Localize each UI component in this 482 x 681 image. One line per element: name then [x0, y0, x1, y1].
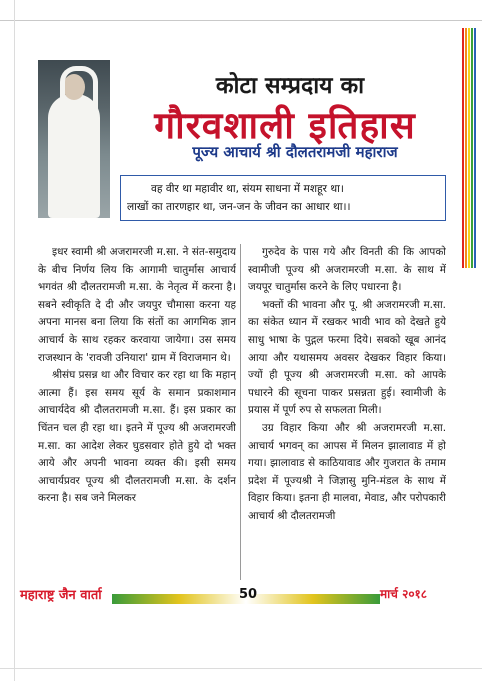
- frame-left-line: [14, 0, 15, 681]
- stripe-blue: [474, 28, 476, 268]
- stripe-red: [462, 28, 464, 268]
- frame-top-line: [0, 20, 482, 21]
- article-subtitle: पूज्य आचार्य श्री दौलतरामजी महाराज: [192, 143, 398, 161]
- quote-box: [120, 175, 446, 221]
- body-column-left: [38, 244, 236, 584]
- quote-line-2: लाखों का तारणहार था, जन-जन के जीवन का आधार था।।: [127, 201, 351, 213]
- stripe-yellow: [468, 28, 470, 268]
- paragraph: भक्तों की भावना और पू. श्री अजरामरजी म.सा. का संकेत ध्यान में रखकर भावी भाव को देखते हुये साधु भाषा के पुद्गल फरमा दिये। सबको खूब आनंद आया और यथासमय अवसर देखकर विहार किया। ज्यों ही पूज्य श्री अजरामरजी म.सा. को आपके पधारने की सूचना पाकर प्रसन्नता हुई। स्वामीजी के प्रयास में पूर्ण रुप से सफलता मिली।: [248, 298, 446, 417]
- photo-shawl: [60, 66, 98, 111]
- page-number: 50: [238, 587, 258, 602]
- paragraph: श्रीसंघ प्रसन्न था और विचार कर रहा था कि महान् आत्मा हैं। इस समय सूर्य के समान प्रकाशमान आचार्यदेव श्री दौलतरामजी म.सा. हैं। इस प्रकार का चिंतन चल ही रहा था। इतने में पूज्य श्री अजरामरजी म.सा. का आदेश लेकर घुडसवार होते हुये दो भक्त आये और अपनी भावना व्यक्त की। इसी समय आचार्यप्रवर पूज्य श्री दौलतरामजी म.सा. के दर्शन करना है। सब जने मिलकर: [38, 369, 236, 505]
- frame-bottom-line: [0, 668, 482, 669]
- issue-date: मार्च २०१८: [380, 587, 428, 601]
- stripe-green: [471, 28, 473, 268]
- paragraph: गुरुदेव के पास गये और विनती की कि आपको स्वामीजी पूज्य श्री अजरामरजी म.सा. के साथ में जयपूर चातुर्मास करने के लिए पधारना है।: [248, 246, 446, 294]
- photo-robe: [48, 94, 100, 218]
- stripe-orange: [465, 28, 467, 268]
- decorative-color-stripes: [462, 28, 476, 268]
- quote-line-1: वह वीर था महावीर था, संयम साधना में मशहूर था।: [151, 183, 344, 195]
- column-divider: [240, 244, 241, 580]
- article-kicker: कोटा सम्प्रदाय का: [215, 72, 365, 99]
- acharya-photo: [38, 60, 110, 218]
- body-column-right: [248, 244, 446, 584]
- paragraph: उग्र विहार किया और श्री अजरामरजी म.सा. आचार्य भगवन् का आपस में मिलन झालावाड में हो गया। झालावाड से काठियावाड और गुजरात के तमाम प्रदेश में पूज्यश्री ने जिज्ञासु मुनि-मंडल के साथ में विहार किया। इतना ही मालवा, मेवाड, और परोपकारी आचार्य श्री दौलतरामजी: [248, 421, 446, 522]
- paragraph: इधर स्वामी श्री अजरामरजी म.सा. ने संत-समुदाय के बीच निर्णय लिय कि आगामी चातुर्मास आचार्य भगवंत श्री दौलतरामजी म.सा. के नेतृत्व में करना है। सबने स्वीकृति दे दी और जयपुर चौमासा करना यह अपना मानस बना लिया कि संतों का आगमिक ज्ञान आचार्य के साथ रहकर करवाया जायेगा। उस समय राजस्थान के 'रावजी उनियारा' ग्राम में विराजमान थे।: [38, 246, 236, 364]
- publication-name: महाराष्ट्र जैन वार्ता: [20, 588, 102, 603]
- article-title: गौरवशाली इतिहास: [154, 103, 416, 147]
